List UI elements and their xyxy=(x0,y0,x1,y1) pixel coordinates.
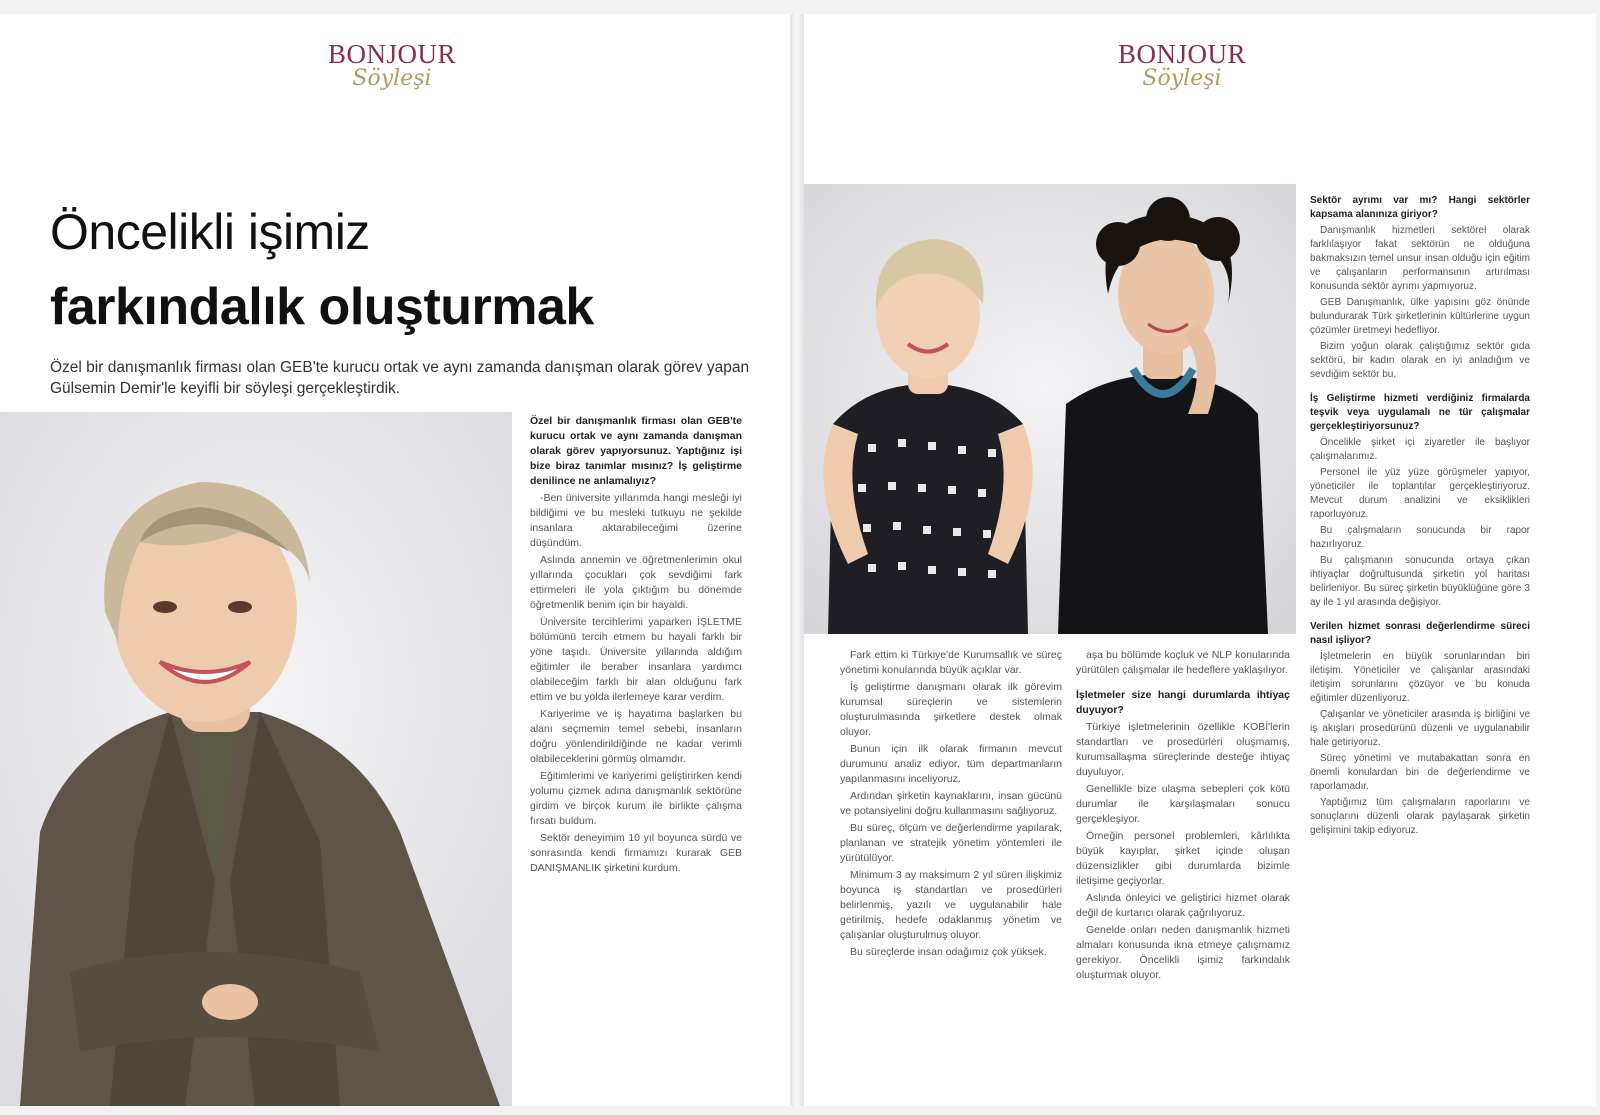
question-2: İşletmeler size hangi durumlarda ihtiyaç duyuyor? xyxy=(1076,689,1290,716)
paragraph: Fark ettim ki Türkiye'de Kurumsallık ve süreç yönetimi konularında büyük açıklar var. xyxy=(840,649,1062,676)
paragraph: -Ben üniversite yıllarımda hangi mesleği iyi bildiğimi ve bu mesleki tutkuyu ne şekilde insanlara aktarabileceğimi üzerine düşündüm. xyxy=(530,492,742,549)
middle-text-column-a xyxy=(840,648,1062,962)
duo-illustration xyxy=(804,184,1296,634)
paragraph: Bizim yoğun olarak çalıştığımız sektör gıda sektörü, bir kadın olarak en iyi anladığım ve sevdiğim sektör bu. xyxy=(1310,341,1530,380)
paragraph: Minimum 3 ay maksimum 2 yıl süren ilişkimiz boyunca iş standartları ve prosedürleri belirlenmiş, yazılı ve uygulanabilir hale getirilmiş, hedefe odaklanmış yönetim ve çalışanlar oluşturulmuş oluyor. xyxy=(840,869,1062,941)
brand-logo-left xyxy=(292,40,492,90)
right-page xyxy=(804,14,1596,1106)
paragraph: Kariyerime ve iş hayatıma başlarken bu alanı seçmemin temel sebebi, insanların doğru yönlendirildiğinde ne kadar verimli olabileceklerini görmüş olmamdır. xyxy=(530,708,742,765)
portrait-photo xyxy=(0,412,512,1106)
portrait-illustration xyxy=(0,412,512,1106)
brand-section: Söyleşi xyxy=(352,66,432,91)
left-page xyxy=(0,14,790,1106)
paragraph: Yaptığımız tüm çalışmaların raporlarını ve sonuçlarını düzenli olarak paylaşarak şirketin gelişimini takip ediyoruz. xyxy=(1310,797,1530,836)
question-1: Özel bir danışmanlık firması olan GEB'te kurucu ortak ve aynı zamanda danışman olarak görev yapıyorsunuz. Yaptığınız işi bize biraz tanımlar mısınız? İş geliştirme denilince ne anlamalıyız? xyxy=(530,415,742,487)
paragraph: Ardından şirketin kaynaklarını, insan gücünü ve potansiyelini doğru kullanmasını sağlıyoruz. xyxy=(840,790,1062,817)
paragraph: Sektör deneyimim 10 yıl boyunca sürdü ve sonrasında kendi firmamızı kurarak GEB DANIŞMANLIK şirketini kurdum. xyxy=(530,832,742,874)
paragraph: Personel ile yüz yüze görüşmeler yapıyor, yöneticiler ile toplantılar gerçekleştiriyoruz. Mevcut durum analizini ve eksiklikleri raporluyoruz. xyxy=(1310,467,1530,520)
paragraph: Genelde onları neden danışmanlık hizmeti almaları konusunda ikna etmeye çalışmamız gerekiyor. Öncelikli işimiz farkındalık oluşturmak oluyor. xyxy=(1076,924,1290,981)
middle-text-column-b xyxy=(1076,648,1290,985)
paragraph: aşa bu bölümde koçluk ve NLP konularında yürütülen çalışmalar ile hedeflere yaklaşılıyor. xyxy=(1076,649,1290,676)
paragraph: Bunun için ilk olarak firmanın mevcut durumunu analiz ediyor, tüm departmanların yapılanmasını inceliyoruz. xyxy=(840,743,1062,785)
question-4: İş Geliştirme hizmeti verdiğiniz firmalarda teşvik veya uygulamalı ne tür çalışmalar gerçekleştiriyorsunuz? xyxy=(1310,393,1530,432)
paragraph: Üniversite tercihlerimi yaparken İŞLETME bölümünü tercih etmem bu hayali farklı bir yöne taşıdı. Üniversite yıllarında aldığım eğitimler ile beraber insanlara yardımcı olabileceğim farklı bir alan olduğunu fark ettim ve bu yolda ilerlemeye karar verdim. xyxy=(530,616,742,703)
duo-photo xyxy=(804,184,1296,634)
question-3: Sektör ayrımı var mı? Hangi sektörler kapsama alanınıza giriyor? xyxy=(1310,195,1530,220)
paragraph: Süreç yönetimi ve mutabakattan sonra en önemli konulardan biri de değerlendirme ve raporlamadır. xyxy=(1310,753,1530,792)
paragraph: Aslında önleyici ve geliştirici hizmet olarak değil de kurtarıcı olarak çağrılıyoruz. xyxy=(1076,892,1290,919)
paragraph: Örneğin personel problemleri, kârlılıkta büyük kayıplar, şirket içinde oluşan düzensizlikler gibi durumlarda bizimle iletişime geçiyorlar. xyxy=(1076,830,1290,887)
paragraph: Bu çalışmaların sonucunda bir rapor hazırlıyoruz. xyxy=(1310,525,1530,550)
left-text-column xyxy=(530,414,742,878)
paragraph: Genellikle bize ulaşma sebepleri çok kötü durumlar ile karşılaşmaları sonucu gerçekleşiyor. xyxy=(1076,783,1290,825)
page-gutter xyxy=(790,14,804,1106)
paragraph: Çalışanlar ve yöneticiler arasında iş birliğini ve iş akışları prosedürünü düzenli ve uygulanabilir hale getiriyoruz. xyxy=(1310,709,1530,748)
paragraph: İş geliştirme danışmanı olarak ilk görevim kurumsal süreçlerin ve sistemlerin oluşturulmasında şirketlere destek olmak oluyor. xyxy=(840,681,1062,738)
paragraph: Bu çalışmanın sonucunda ortaya çıkan ihtiyaçlar doğrultusunda şirketin yol haritası belirleniyor. Bu süreç şirketin büyüklüğüne göre 3 ay ile 1 yıl arasında değişiyor. xyxy=(1310,555,1530,608)
article-lead: Özel bir danışmanlık firması olan GEB'te kurucu ortak ve aynı zamanda danışman olarak görev yapan Gülsemin Demir'le keyifli bir söyleşi gerçekleştirdik. xyxy=(50,359,750,397)
paragraph: Öncelikle şirket içi ziyaretler ile başlıyor çalışmalarımız. xyxy=(1310,437,1530,462)
headline-line-2: farkındalık oluşturmak xyxy=(50,278,594,336)
headline-line-1: Öncelikli işimiz xyxy=(50,204,370,260)
paragraph: İşletmelerin en büyük sorunlarından biri iletişim. Yöneticiler ve çalışanlar arasındaki iletişim sorunlarını çözüyor ve bu konuda eğitimler düzenliyoruz. xyxy=(1310,651,1530,704)
paragraph: Bu süreçlerde insan odağımız çok yüksek. xyxy=(850,946,1047,958)
brand-logo-right xyxy=(1082,40,1282,90)
brand-section: Söyleşi xyxy=(1142,66,1222,91)
right-text-column xyxy=(1310,194,1530,840)
question-5: Verilen hizmet sonrası değerlendirme süreci nasıl işliyor? xyxy=(1310,621,1530,646)
paragraph: Türkiye işletmelerinin özellikle KOBİ'lerin standartları ve prosedürleri oluşmamış, kurumsallaşma süreçlerinde desteğe ihtiyaç duyuluyor. xyxy=(1076,721,1290,778)
paragraph: Aslında annemin ve öğretmenlerimin okul yıllarında çocukları çok sevdiğimi fark ettirmeleri ile yola çıktığım bu dönemde öğretmenlik benim için bir hayaldi. xyxy=(530,554,742,611)
paragraph: Eğitimlerimi ve kariyerimi geliştirirken kendi yolumu çizmek adına danışmanlık sektörüne girdim ve birçok kurum ile birlikte çalışma fırsatı buldum. xyxy=(530,770,742,827)
paragraph: Bu süreç, ölçüm ve değerlendirme yapılarak, planlanan ve stratejik yönetim yöntemleri ile yürütülüyor. xyxy=(840,822,1062,864)
brand-name: BONJOUR xyxy=(327,39,457,69)
paragraph: GEB Danışmanlık, ülke yapısını göz önünde bulundurarak Türk şirketlerinin kültürlerine uygun çözümler üretmeyi hedefliyor. xyxy=(1310,297,1530,336)
paragraph: Danışmanlık hizmetleri sektörel olarak farklılaşıyor fakat sektörün ne olduğuna bakmaksızın temel unsur insan olduğu için eğitim ve çalışanların performansının artırılması konusunda sektör ayrımı yapmıyoruz. xyxy=(1310,225,1530,292)
brand-name: BONJOUR xyxy=(1117,39,1247,69)
